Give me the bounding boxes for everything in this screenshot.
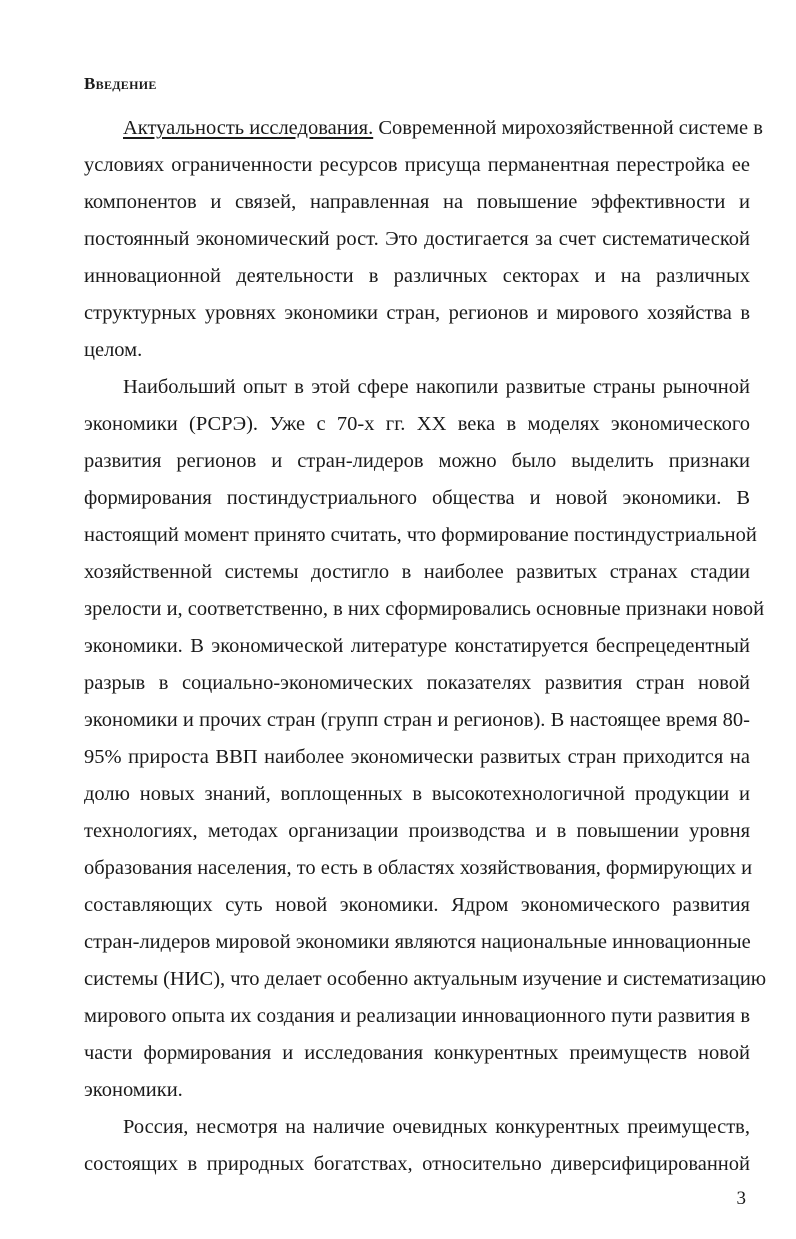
page-number: 3	[736, 1188, 746, 1209]
paragraph-2-line: системы (НИС), что делает особенно актуальным изучение и систематизацию	[84, 968, 767, 990]
paragraph-2-line: разрыв в социально-экономических показателях развития стран новой	[84, 672, 750, 694]
paragraph-2-line: мирового опыта их создания и реализации инновационного пути развития в	[84, 1005, 750, 1027]
paragraph-2-line: формирования постиндустриального общества и новой экономики. В	[84, 487, 750, 509]
paragraph-1-line: структурных уровнях экономики стран, регионов и мирового хозяйства в	[84, 302, 750, 324]
paragraph-2-line: Наибольший опыт в этой сфере накопили развитые страны рыночной	[123, 376, 750, 398]
paragraph-2-line: экономики (РСРЭ). Уже с 70-х гг. XX века в моделях экономического	[84, 413, 750, 435]
paragraph-2-line: 95% прироста ВВП наиболее экономически развитых стран приходится на	[84, 746, 750, 768]
paragraph-2-line: образования населения, то есть в областях хозяйствования, формирующих и	[84, 857, 753, 879]
paragraph-2-line: экономики.	[84, 1079, 183, 1101]
paragraph-2-line: долю новых знаний, воплощенных в высокотехнологичной продукции и	[84, 783, 750, 805]
document-body	[84, 110, 767, 1183]
paragraph-2-line: составляющих суть новой экономики. Ядром экономического развития	[84, 894, 750, 916]
paragraph-1-line-1	[84, 110, 763, 147]
section-heading: Введение	[84, 74, 157, 93]
relevance-lead: Актуальность исследования.	[123, 117, 374, 139]
paragraph-2-line: части формирования и исследования конкурентных преимуществ новой	[84, 1042, 750, 1064]
paragraph-2-line: зрелости и, соответственно, в них сформировались основные признаки новой	[84, 598, 765, 620]
paragraph-2-line: технологиях, методах организации производства и в повышении уровня	[84, 820, 750, 842]
paragraph-2-line: экономики. В экономической литературе констатируется беспрецедентный	[84, 635, 750, 657]
paragraph-2-line: настоящий момент принято считать, что формирование постиндустриальной	[84, 524, 757, 546]
paragraph-1-line: постоянный экономический рост. Это достигается за счет систематической	[84, 228, 750, 250]
paragraph-1-line: инновационной деятельности в различных секторах и на различных	[84, 265, 750, 287]
paragraph-2-line: развития регионов и стран-лидеров можно было выделить признаки	[84, 450, 750, 472]
paragraph-1-line-1-text: Современной мирохозяйственной системе в	[373, 117, 763, 139]
paragraph-1-line: компонентов и связей, направленная на повышение эффективности и	[84, 191, 750, 213]
paragraph-3-line: Россия, несмотря на наличие очевидных конкурентных преимуществ,	[123, 1116, 750, 1138]
paragraph-1-line: условиях ограниченности ресурсов присуща перманентная перестройка ее	[84, 154, 750, 176]
paragraph-1-line: целом.	[84, 339, 143, 361]
paragraph-2-line: хозяйственной системы достигло в наиболее развитых странах стадии	[84, 561, 750, 583]
paragraph-3-line: состоящих в природных богатствах, относительно диверсифицированной	[84, 1153, 750, 1175]
paragraph-2-line: экономики и прочих стран (групп стран и регионов). В настоящее время 80-	[84, 709, 750, 731]
paragraph-2-line: стран-лидеров мировой экономики являются национальные инновационные	[84, 931, 751, 953]
